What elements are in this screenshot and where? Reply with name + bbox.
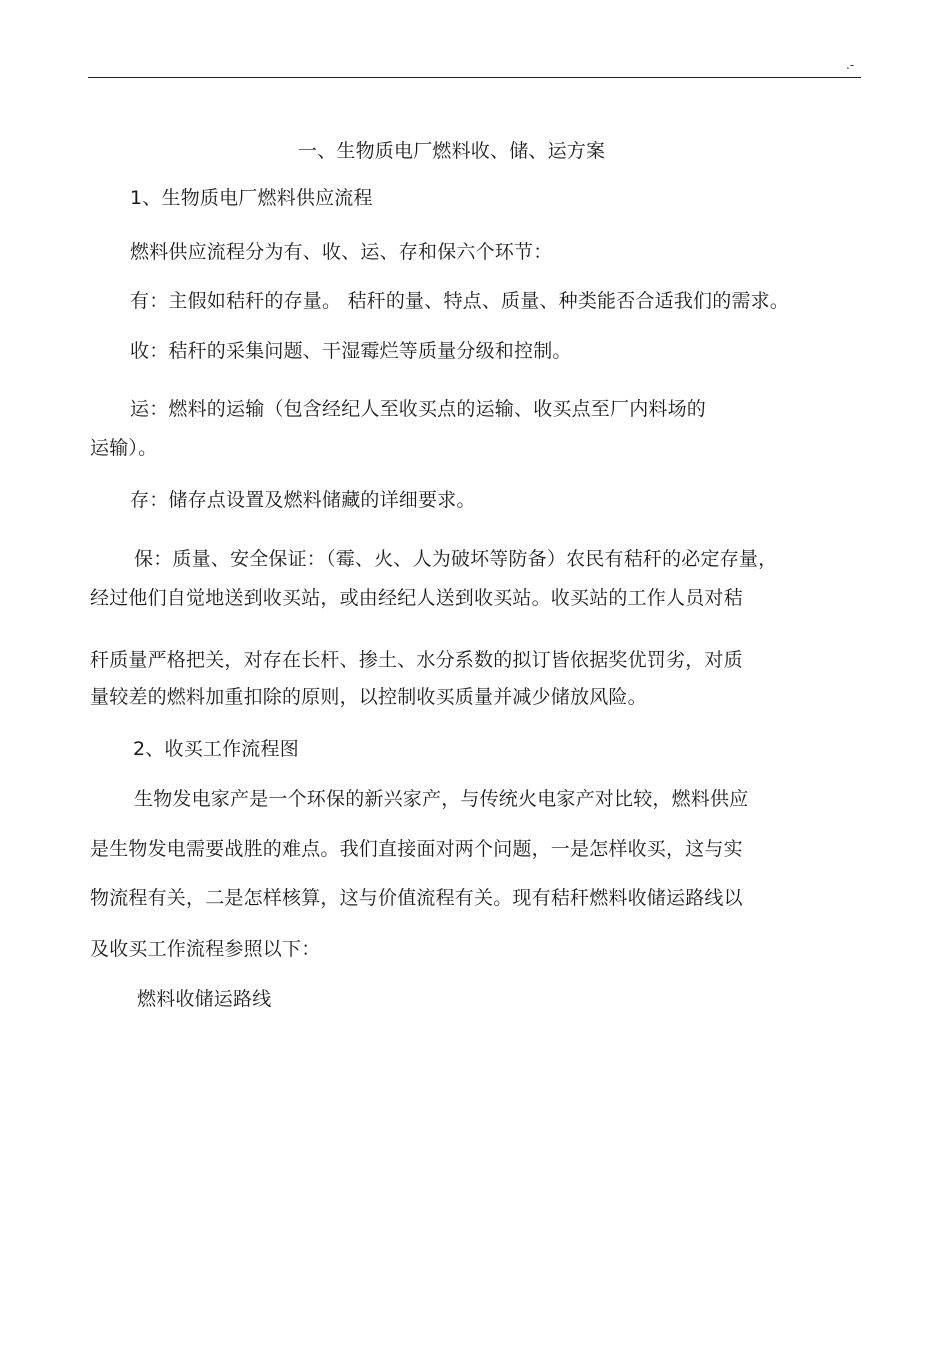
section1-shou: 收：秸秆的采集问题、干湿霉烂等质量分级和控制。: [130, 340, 572, 362]
section2-heading: 2、收买工作流程图: [133, 738, 299, 760]
section1-bao-line3: 秆质量严格把关，对存在长杆、掺土、水分系数的拟订皆依据奖优罚劣，对质: [90, 649, 743, 671]
section1-yun-line1: 运：燃料的运输（包含经纪人至收买点的运输、收买点至厂内料场的: [130, 398, 707, 420]
section2-para-line4: 及收买工作流程参照以下：: [90, 938, 321, 960]
section1-heading: 1、生物质电厂燃料供应流程: [130, 187, 373, 209]
section2-para-line1: 生物发电家产是一个环保的新兴家产，与传统火电家产对比较，燃料供应: [134, 788, 749, 810]
section1-intro: 燃料供应流程分为有、收、运、存和保六个环节：: [130, 241, 553, 263]
section2-subheading: 燃料收储运路线: [137, 988, 272, 1010]
header-rule: [88, 77, 861, 78]
document-title: 一、生物质电厂燃料收、储、运方案: [298, 140, 606, 162]
section1-yun-line2: 运输）。: [90, 437, 158, 459]
header-mark: .-: [846, 58, 855, 72]
section1-bao-line2: 经过他们自觉地送到收买站，或由经纪人送到收买站。收买站的工作人员对秸: [90, 587, 743, 609]
section2-para-line3: 物流程有关，二是怎样核算，这与价值流程有关。现有秸秆燃料收储运路线以: [90, 887, 743, 909]
section1-cun: 存：储存点设置及燃料储藏的详细要求。: [130, 489, 476, 511]
section1-bao-line4: 量较差的燃料加重扣除的原则，以控制收买质量并减少储放风险。: [90, 686, 647, 708]
section1-bao-line1: 保：质量、安全保证：（霉、火、人为破坏等防备）农民有秸秆的必定存量，: [134, 548, 778, 570]
section2-para-line2: 是生物发电需要战胜的难点。我们直接面对两个问题，一是怎样收买，这与实: [90, 838, 743, 860]
section1-you: 有：主假如秸秆的存量。 秸秆的量、特点、质量、种类能否合适我们的需求。: [130, 290, 790, 312]
